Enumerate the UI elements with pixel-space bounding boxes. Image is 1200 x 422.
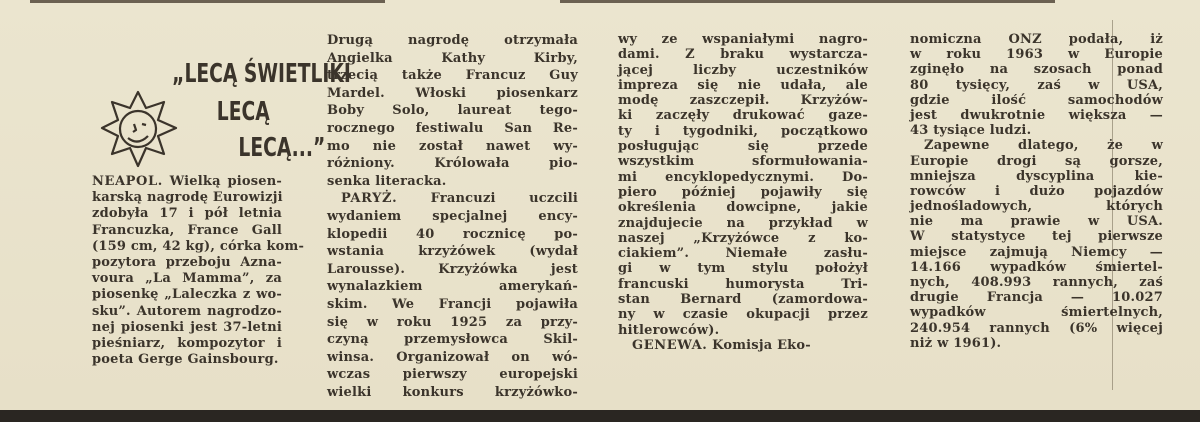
article-column-4 [910, 32, 1163, 351]
line-text: stan Bernard (zamordowa- [618, 292, 868, 308]
text-line [618, 139, 868, 154]
text-line [910, 199, 1163, 214]
text-line [910, 47, 1163, 62]
line-text: ciakiem”. Niemałe zasłu- [618, 246, 868, 262]
text-line [327, 138, 578, 156]
text-line [327, 331, 578, 349]
text-line [327, 384, 578, 402]
text-line [618, 78, 868, 93]
line-text: posługując się przede [618, 139, 868, 155]
text-line [618, 63, 868, 78]
line-text: W statystyce tej pierwsze [910, 229, 1163, 245]
line-text: w roku 1963 w Europie [910, 47, 1163, 63]
line-text: Boby Solo, laureat tego- [327, 103, 578, 119]
text-line [327, 102, 578, 120]
headline-logo [80, 40, 351, 175]
line-text: wynalazkiem amerykań- [327, 279, 578, 295]
line-text: określenia dowcipne, jakie [618, 200, 868, 216]
line-text: wstania krzyżówek (wydał [327, 244, 578, 260]
text-line [618, 292, 868, 307]
text-line [910, 93, 1163, 108]
line-text: ty i tygodniki, początkowo [618, 123, 868, 139]
text-line [910, 290, 1163, 305]
text-line [618, 170, 868, 185]
text-line [618, 338, 868, 353]
text-line [910, 138, 1163, 153]
text-line [327, 190, 578, 208]
line-text: gdzie ilość samochodów [910, 92, 1163, 108]
text-line [327, 85, 578, 103]
line-text: rocznego festiwalu San Re- [327, 120, 578, 136]
text-line [92, 174, 282, 190]
line-text: Angielka Kathy Kirby, [327, 50, 578, 66]
line-text: wielki konkurs krzyżówko- [327, 384, 578, 400]
text-line [910, 275, 1163, 290]
line-text: nie ma prawie w USA. [910, 214, 1163, 230]
line-text: hitlerowców). [618, 322, 720, 338]
line-text: pieśniarz, kompozytor i [92, 335, 282, 351]
line-text: piosenkę „Laleczka z wo- [92, 287, 282, 303]
text-line [618, 154, 868, 169]
text-line [618, 124, 868, 139]
text-line [910, 108, 1163, 123]
text-line [327, 50, 578, 68]
dateline: NEAPOL. [92, 174, 163, 189]
article-column-1 [92, 174, 305, 368]
text-line [327, 261, 578, 279]
dateline: GENEWA. [632, 337, 708, 353]
line-text: czyną przemysłowca Skil- [327, 332, 578, 348]
line-text: francuski humorysta Tri- [618, 276, 868, 292]
text-line [92, 336, 282, 352]
text-line [910, 62, 1163, 77]
text-line [92, 206, 282, 222]
text-line [618, 32, 868, 47]
text-line [92, 352, 282, 368]
line-text: zdobyła 17 i pół letnia [92, 206, 282, 222]
text-line [327, 32, 578, 50]
line-text: Larousse). Krzyżówka jest [327, 261, 578, 277]
text-line [618, 323, 868, 338]
line-text: 80 tysięcy, zaś w USA, [910, 77, 1163, 93]
text-line [910, 336, 1163, 351]
line-text: ki zaczęły drukować gaze- [618, 108, 868, 124]
line-text: 240.954 rannych (6% więcej [910, 320, 1163, 336]
line-text: 14.166 wypadków śmiertel- [910, 259, 1163, 275]
line-text: klopedii 40 rocznicę po- [327, 226, 578, 242]
line-text: Komisja Eko- [707, 337, 811, 353]
line-text: gi w tym stylu położył [618, 261, 868, 277]
line-text: piero później pojawiły się [618, 184, 868, 200]
line-text: jącej liczby uczestników [618, 62, 868, 78]
line-text: jednośladowych, których [910, 199, 1163, 215]
text-line [910, 32, 1163, 47]
line-text: znajdujecie na przykład w [618, 215, 868, 231]
text-line [92, 223, 282, 239]
text-line [618, 261, 868, 276]
headline-line-3: LECĄ...” [238, 133, 326, 163]
article-column-2 [327, 32, 578, 401]
line-text: senka literacka. [327, 173, 447, 189]
line-text: rowców i dużo pojazdów [910, 183, 1163, 199]
headline-line-1: „LECĄ ŚWIETLIKI [172, 59, 351, 89]
text-line [92, 304, 282, 320]
text-line [618, 47, 868, 62]
line-text: pozytora przeboju Azna- [92, 254, 282, 270]
line-text: Europie drogi są gorsze, [910, 153, 1163, 169]
line-text: mi encyklopedycznymi. Do- [618, 169, 868, 185]
line-text: Wielką piosen- [162, 174, 282, 189]
line-text: naszej „Krzyżówce z ko- [618, 230, 868, 246]
text-line [92, 190, 282, 206]
text-line [618, 185, 868, 200]
line-text: wydaniem specjalnej ency- [327, 208, 578, 224]
text-line [327, 278, 578, 296]
line-text: sku”. Autorem nagrodzo- [92, 303, 282, 319]
dateline: PARYŻ. [341, 191, 398, 207]
text-line [910, 123, 1163, 138]
text-line [327, 67, 578, 85]
line-text: (159 cm, 42 kg), córka kom- [92, 238, 305, 254]
line-text: nej piosenki jest 37-letni [92, 319, 282, 335]
text-line [92, 320, 282, 336]
text-line [618, 307, 868, 322]
line-text: nomiczna ONZ podała, iż [910, 32, 1163, 47]
text-line [92, 287, 282, 303]
line-text: poeta Gerge Gainsbourg. [92, 352, 279, 368]
line-text: niż w 1961). [910, 335, 1002, 351]
line-text: wypadków śmiertelnych, [910, 305, 1163, 321]
text-line [910, 214, 1163, 229]
line-text: Drugą nagrodę otrzymała [327, 33, 578, 48]
text-line [910, 78, 1163, 93]
line-text: jest dwukrotnie większa — [910, 107, 1163, 123]
line-text: 43 tysiące ludzi. [910, 123, 1032, 139]
text-line [92, 255, 282, 271]
scan-bottom-edge [0, 410, 1200, 422]
text-line [327, 226, 578, 244]
text-line [618, 216, 868, 231]
line-text: Francuzka, France Gall [92, 222, 282, 238]
text-line [618, 108, 868, 123]
text-line [910, 260, 1163, 275]
text-line [92, 238, 305, 255]
line-text: się w roku 1925 za przy- [327, 314, 578, 330]
text-line [910, 245, 1163, 260]
line-text: zginęło na szosach ponad [910, 62, 1163, 78]
text-line [910, 169, 1163, 184]
line-text: Francuzi uczcili [397, 191, 578, 207]
text-line [910, 184, 1163, 199]
cut-off-text-fragment [30, 0, 385, 3]
text-line [327, 349, 578, 367]
line-text: wczas pierwszy europejski [327, 367, 578, 383]
text-line [618, 200, 868, 215]
text-line [910, 154, 1163, 169]
text-line [327, 155, 578, 173]
text-line [327, 243, 578, 261]
line-text: voura „La Mamma”, za [92, 271, 282, 287]
line-text: impreza się nie udała, ale [618, 77, 868, 93]
line-text: Zapewne dlatego, że w [924, 138, 1163, 154]
cut-off-text-fragment [560, 0, 1055, 3]
line-text: skim. We Francji pojawiła [327, 296, 578, 312]
text-line [327, 120, 578, 138]
text-line [910, 321, 1163, 336]
line-text: trzecią także Francuz Guy [327, 68, 578, 84]
text-line [327, 296, 578, 314]
text-line [327, 314, 578, 332]
headline-line-2: LECĄ [216, 97, 270, 127]
line-text: miejsce zajmują Niemcy — [910, 244, 1163, 260]
text-line [618, 277, 868, 292]
text-line [618, 93, 868, 108]
line-text: wszystkim sformułowania- [618, 154, 868, 170]
line-text: wy ze wspaniałymi nagro- [618, 32, 868, 47]
line-text: ny w czasie okupacji przez [618, 307, 868, 323]
line-text: drugie Francja — 10.027 [910, 290, 1163, 306]
line-text: mniejsza dyscyplina kie- [910, 168, 1163, 184]
text-line [327, 173, 578, 191]
text-line [910, 229, 1163, 244]
sun-icon [102, 92, 176, 166]
line-text: modę zaszczepił. Krzyżów- [618, 93, 868, 109]
text-line [92, 271, 282, 287]
text-line [618, 231, 868, 246]
text-line [327, 208, 578, 226]
text-line [618, 246, 868, 261]
line-text: karską nagrodę Eurowizji [92, 190, 283, 206]
line-text: różniony. Królowała pio- [327, 156, 578, 172]
text-line [327, 366, 578, 384]
article-column-3 [618, 32, 868, 353]
text-line [910, 305, 1163, 320]
line-text: dami. Z braku wystarcza- [618, 47, 868, 63]
line-text: Mardel. Włoski piosenkarz [327, 85, 578, 101]
line-text: mo nie został nawet wy- [327, 138, 578, 154]
line-text: winsa. Organizował on wó- [327, 349, 578, 365]
line-text: nych, 408.993 rannych, zaś [910, 275, 1163, 290]
